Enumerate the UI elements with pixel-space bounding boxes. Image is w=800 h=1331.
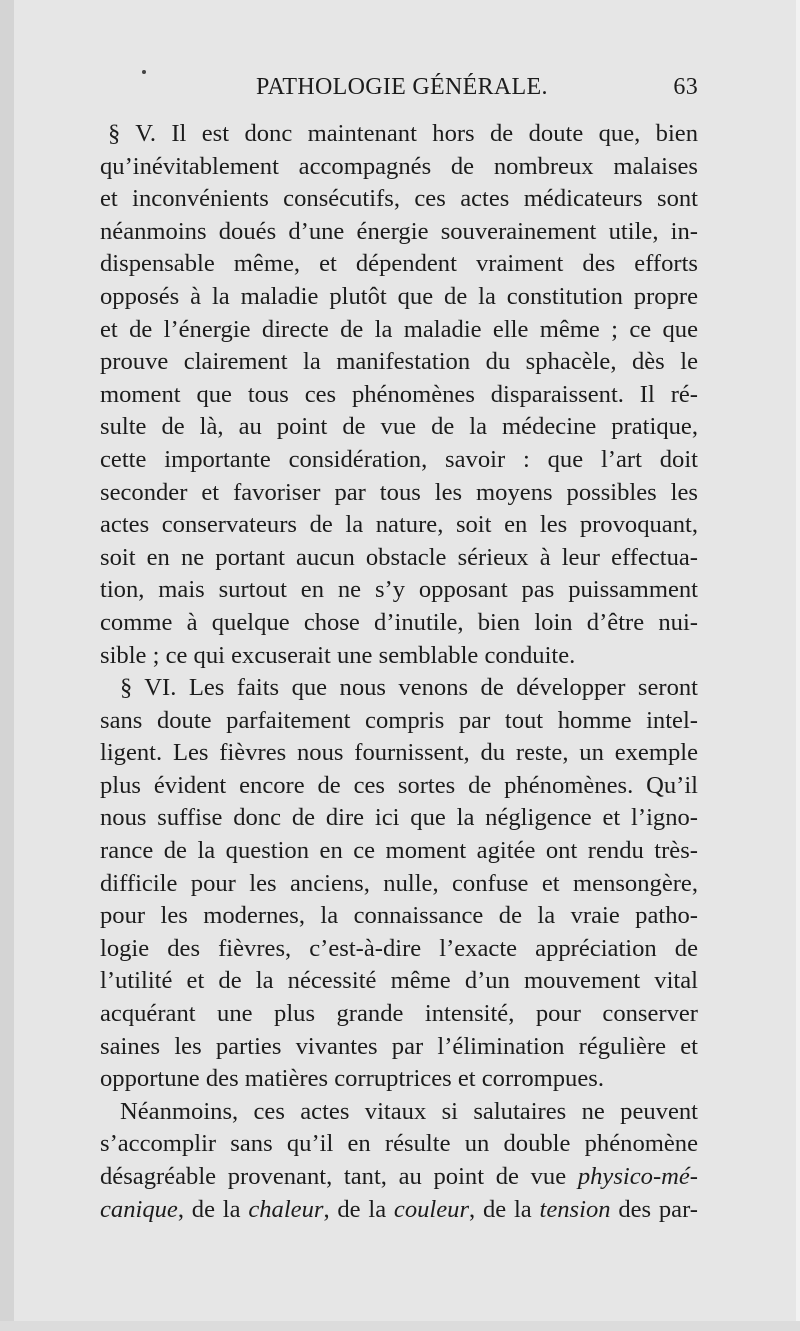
text-line: tion, mais surtout en ne s’y opposant pas puissamment xyxy=(100,576,698,604)
text-line: et de l’énergie directe de la maladie elle même ; ce que xyxy=(100,315,698,343)
text-line: et inconvénients consécutifs, ces actes médicateurs sont xyxy=(100,185,698,213)
text-line xyxy=(100,1161,698,1194)
text-line: soit en ne portant aucun obstacle sérieux à leur effectua- xyxy=(100,543,698,571)
text-line: cette importante considération, savoir : que l’art doit xyxy=(100,445,698,473)
page-bottom-edge xyxy=(0,1321,800,1331)
text-segment: , de la xyxy=(469,1195,540,1223)
text-line: opportune des matières corruptrices et corrompues. xyxy=(100,1065,604,1093)
text-line: seconder et favoriser par tous les moyens possibles les xyxy=(100,478,698,506)
text-segment: désagréable provenant, tant, au point de vue xyxy=(100,1163,567,1190)
text-line: l’utilité et de la nécessité même d’un mouvement vital xyxy=(100,967,698,995)
page-number: 63 xyxy=(673,74,698,100)
text-line: logie des fièvres, c’est-à-dire l’exacte appréciation de xyxy=(100,934,698,962)
text-line: s’accomplir sans qu’il en résulte un double phénomène xyxy=(100,1130,698,1158)
text-line: § VI. Les faits que nous venons de développer seront xyxy=(120,674,698,702)
text-line: dispensable même, et dépendent vraiment des efforts xyxy=(100,250,698,278)
text-line: Néanmoins, ces actes vitaux si salutaires ne peuvent xyxy=(120,1097,698,1125)
text-line: comme à quelque chose d’inutile, bien loin d’être nui- xyxy=(100,608,698,636)
text-line: sans doute parfaitement compris par tout homme intel- xyxy=(100,706,698,734)
text-line: nous suffise donc de dire ici que la négligence et l’igno- xyxy=(100,804,698,832)
text-line: opposés à la maladie plutôt que de la constitution propre xyxy=(100,282,698,310)
italic-term: couleur xyxy=(393,1195,470,1223)
page-right-edge xyxy=(796,0,800,1331)
text-line: prouve clairement la manifestation du sphacèle, dès le xyxy=(100,348,698,376)
body-text xyxy=(100,118,698,1226)
text-line: actes conservateurs de la nature, soit en les provoquant, xyxy=(100,511,698,539)
text-line: sulte de là, au point de vue de la médecine pratique, xyxy=(100,413,698,441)
text-line: pour les modernes, la connaissance de la vraie patho- xyxy=(100,902,698,930)
page-gutter-shadow xyxy=(0,0,14,1331)
text-segment: des par- xyxy=(610,1195,698,1223)
text-line: qu’inévitablement accompagnés de nombreux malaises xyxy=(100,152,698,180)
italic-term: tension xyxy=(539,1195,611,1223)
italic-term: chaleur xyxy=(248,1195,324,1223)
text-line: acquérant une plus grande intensité, pour conserver xyxy=(100,1000,698,1028)
text-segment: , de la xyxy=(177,1195,249,1223)
italic-term: physico-mé- xyxy=(577,1163,698,1190)
text-line: néanmoins doués d’une énergie souverainement utile, in- xyxy=(100,217,698,245)
text-segment: , de la xyxy=(323,1195,394,1223)
text-line xyxy=(100,1194,698,1227)
italic-term: canique xyxy=(100,1195,178,1223)
text-line: moment que tous ces phénomènes disparaissent. Il ré- xyxy=(100,380,698,408)
page-header xyxy=(100,74,698,108)
text-line: sible ; ce qui excuserait une semblable conduite. xyxy=(100,641,576,669)
text-line: rance de la question en ce moment agitée ont rendu très- xyxy=(100,837,698,865)
text-line: § V. Il est donc maintenant hors de doute que, bien xyxy=(108,120,698,147)
text-line: ligent. Les fièvres nous fournissent, du reste, un exemple xyxy=(100,739,698,767)
text-line: plus évident encore de ces sortes de phénomènes. Qu’il xyxy=(100,771,698,799)
text-line: difficile pour les anciens, nulle, confuse et mensongère, xyxy=(100,869,698,897)
text-line: saines les parties vivantes par l’élimination régulière et xyxy=(100,1032,698,1060)
running-title: PATHOLOGIE GÉNÉRALE. xyxy=(256,74,548,100)
